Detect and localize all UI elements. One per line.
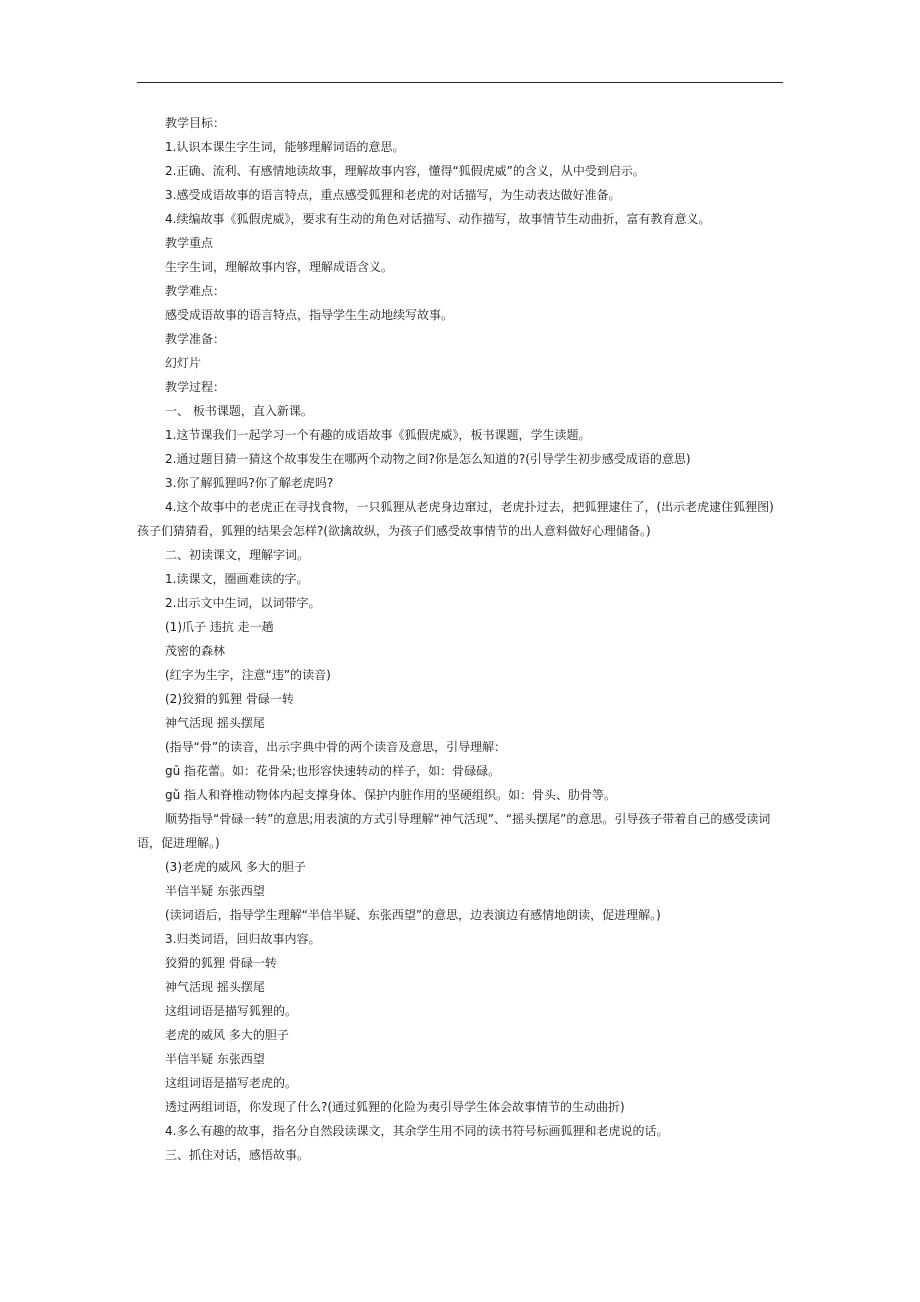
text-line: 这组词语是描写老虎的。 [165,1076,298,1090]
text-line: gǔ 指人和脊椎动物体内起支撑身体、保护内脏作用的坚硬组织。如：骨头、肋骨等。 [165,788,617,802]
text-line: 茂密的森林 [165,644,226,658]
lesson-plan-body [137,111,783,1167]
text-line: (2)狡猾的狐狸 骨碌一转 [165,692,294,706]
text-line: 1.这节课我们一起学习一个有趣的成语故事《狐假虎威》，板书课题，学生读题。 [165,428,591,442]
text-line: 2.出示文中生词，以词带字。 [165,596,321,610]
text-line: 一、 板书课题，直入新课。 [165,404,313,418]
text-paragraph: 顺势指导“骨碌一转”的意思;用表演的方式引导理解“神气活现”、“摇头摆尾”的意思。引导孩子带着自己的感受读词语，促进理解。) [137,812,771,850]
text-line: 神气活现 摇头摆尾 [165,716,265,730]
text-line: 生字生词，理解故事内容，理解成语含义。 [165,260,394,274]
text-line: 半信半疑 东张西望 [165,884,265,898]
text-line: 二、初读课文，理解字词。 [165,548,310,562]
text-line: (指导“骨”的读音，出示字典中骨的两个读音及意思，引导理解： [165,740,507,754]
text-line: 三、抓住对话，感悟故事。 [165,1148,310,1162]
text-line: 半信半疑 东张西望 [165,1052,265,1066]
text-line: 3.你了解狐狸吗?你了解老虎吗? [165,476,334,490]
text-line: 透过两组词语，你发现了什么?(通过狐狸的化险为夷引导学生体会故事情节的生动曲折) [165,1100,625,1114]
text-line: 狡猾的狐狸 骨碌一转 [165,956,277,970]
text-line: 神气活现 摇头摆尾 [165,980,265,994]
text-line: 这组词语是描写狐狸的。 [165,1004,298,1018]
text-line: 教学难点： [165,284,226,298]
text-line: (3)老虎的威风 多大的胆子 [165,860,306,874]
text-line: 教学过程： [165,380,226,394]
text-line: 教学目标： [165,116,226,130]
text-line: gū 指花蕾。如：花骨朵;也形容快速转动的样子，如：骨碌碌。 [165,764,501,778]
text-line: 3.感受成语故事的语言特点，重点感受狐狸和老虎的对话描写，为生动表达做好准备。 [165,188,621,202]
text-line: 1.认识本课生字生词，能够理解词语的意思。 [165,140,405,154]
text-line: 3.归类词语，回归故事内容。 [165,932,321,946]
text-line: (读词语后，指导学生理解“半信半疑、东张西望”的意思，边表演边有感情地朗读，促进理解。) [165,908,661,922]
text-line: (1)爪子 违抗 走一趟 [165,620,274,634]
text-line: 4.多么有趣的故事，指名分自然段读课文，其余学生用不同的读书符号标画狐狸和老虎说的话。 [165,1124,669,1138]
text-line: 教学准备： [165,332,226,346]
header-rule [137,82,783,83]
text-line: 教学重点 [165,236,214,250]
text-line: 1.读课文，圈画难读的字。 [165,572,309,586]
text-line: 2.正确、流利、有感情地读故事，理解故事内容，懂得“狐假虎威”的含义，从中受到启示。 [165,164,645,178]
text-line: 2.通过题目猜一猜这个故事发生在哪两个动物之间?你是怎么知道的?(引导学生初步感受成语的意思) [165,452,691,466]
text-line: 4.续编故事《狐假虎威》，要求有生动的角色对话描写、动作描写，故事情节生动曲折，富有教育意义。 [165,212,711,226]
text-paragraph: 4.这个故事中的老虎正在寻找食物，一只狐狸从老虎身边窜过，老虎扑过去，把狐狸逮住了，(出示老虎逮住狐狸图)孩子们猜猜看，狐狸的结果会怎样?(欲擒故纵，为孩子们感受故事情节的出人意料做好心理储备。) [137,500,774,538]
text-line: 老虎的威风 多大的胆子 [165,1028,289,1042]
text-line: (红字为生字，注意“违”的读音) [165,668,331,682]
text-line: 幻灯片 [165,356,202,370]
text-line: 感受成语故事的语言特点，指导学生生动地续写故事。 [165,308,454,322]
